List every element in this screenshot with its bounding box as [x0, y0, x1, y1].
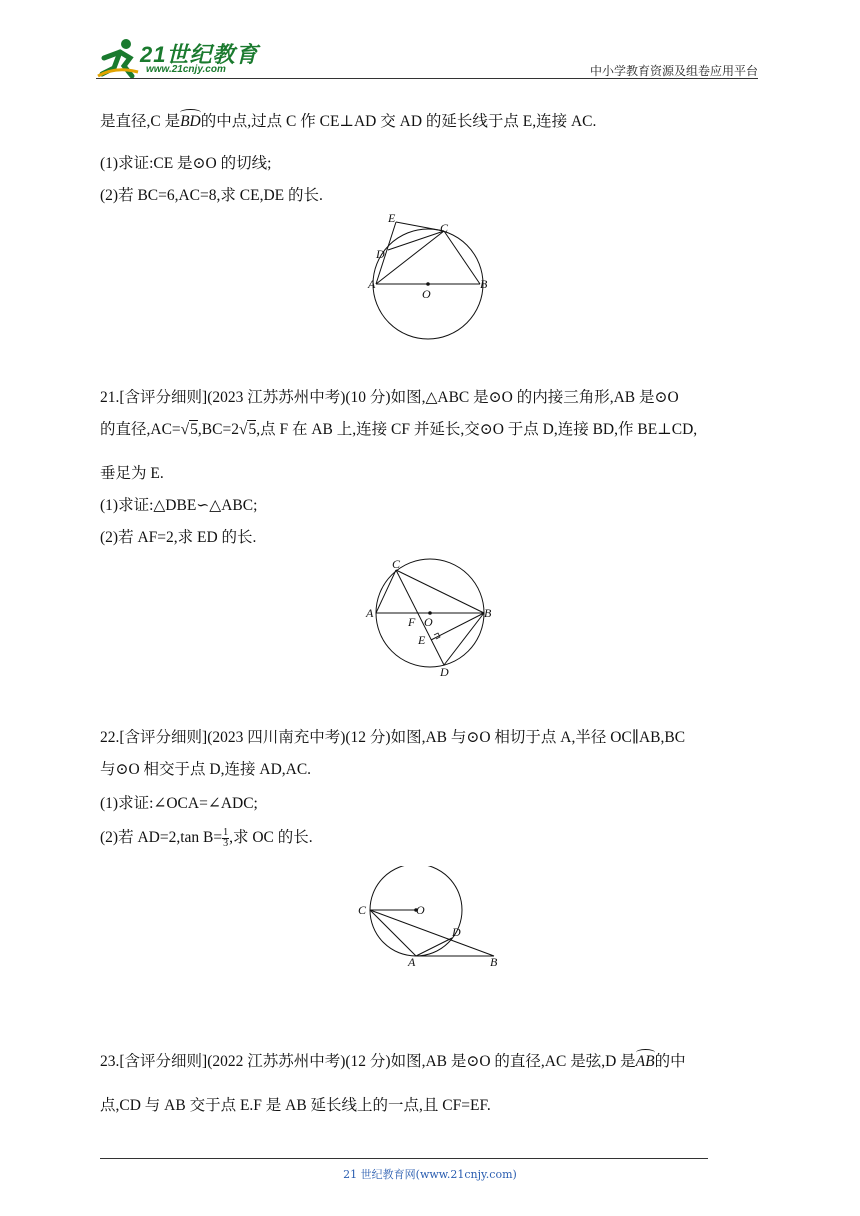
- q23-line1: 23.[含评分细则](2022 江苏苏州中考)(12 分)如图,AB 是⊙O 的直径,AC 是弦,D 是AB的中: [100, 1053, 686, 1070]
- label-b: B: [484, 606, 492, 620]
- page-header: [96, 28, 758, 80]
- footer-divider: [100, 1158, 708, 1159]
- q22-line2: 与⊙O 相交于点 D,连接 AD,AC.: [100, 761, 312, 778]
- q22-figure: [354, 866, 506, 970]
- arc-ab: AB: [635, 1053, 655, 1070]
- runner-logo-icon: [96, 36, 140, 80]
- label-a: A: [408, 955, 416, 969]
- label-d: D: [376, 247, 385, 261]
- q20-line1: 是直径,C 是BD的中点,过点 C 作 CE⊥AD 交 AD 的延长线于点 E,连接 AC.: [100, 113, 597, 130]
- label-o: O: [422, 287, 431, 301]
- fraction-one-third: $\frac{1}{3}$: [223, 827, 229, 849]
- q21-line1: 21.[含评分细则](2023 江苏苏州中考)(10 分)如图,△ABC 是⊙O 的内接三角形,AB 是⊙O: [100, 389, 679, 406]
- label-e: E: [418, 633, 426, 647]
- label-a: A: [368, 277, 376, 291]
- label-b: B: [480, 277, 488, 291]
- label-c: C: [440, 221, 449, 235]
- q22-part2: (2)若 AD=2,tan B= $\frac{1}{3}$ ,求 OC 的长.: [100, 827, 313, 849]
- label-d: D: [440, 665, 449, 679]
- label-a: A: [366, 606, 374, 620]
- site-logo: [96, 36, 266, 80]
- logo-url: www.21cnjy.com: [146, 64, 226, 75]
- label-d: D: [452, 925, 461, 939]
- q20-part1: (1)求证:CE 是⊙O 的切线;: [100, 155, 272, 172]
- label-c: C: [358, 903, 367, 917]
- label-o: O: [416, 903, 425, 917]
- label-b: B: [490, 955, 498, 969]
- q21-figure: [364, 556, 496, 680]
- q20-figure: [366, 208, 496, 340]
- arc-bd: BD: [180, 113, 201, 130]
- label-f: F: [408, 615, 416, 629]
- label-o: O: [424, 615, 433, 629]
- q21-part2: (2)若 AF=2,求 ED 的长.: [100, 529, 257, 546]
- q22-line1: 22.[含评分细则](2023 四川南充中考)(12 分)如图,AB 与⊙O 相切于点 A,半径 OC∥AB,BC: [100, 729, 686, 746]
- label-e: E: [388, 211, 396, 225]
- platform-name: 中小学教育资源及组卷应用平台: [589, 64, 758, 78]
- header-divider: [96, 78, 758, 79]
- label-c: C: [392, 557, 401, 571]
- q21-part1: (1)求证:△DBE∽△ABC;: [100, 497, 258, 514]
- q20-part2: (2)若 BC=6,AC=8,求 CE,DE 的长.: [100, 187, 323, 204]
- q22-part1: (1)求证:∠OCA=∠ADC;: [100, 795, 258, 812]
- q21-line2: 的直径,AC=√5,BC=2√5,点 F 在 AB 上,连接 CF 并延长,交⊙O 于点 D,连接 BD,作 BE⊥CD,: [100, 421, 698, 438]
- q21-line3: 垂足为 E.: [100, 465, 164, 482]
- logo-text: 21世纪教育: [140, 42, 259, 67]
- q23-line2: 点,CD 与 AB 交于点 E.F 是 AB 延长线上的一点,且 CF=EF.: [100, 1097, 491, 1114]
- page-footer: 21 世纪教育网(www.21cnjy.com): [343, 1168, 517, 1181]
